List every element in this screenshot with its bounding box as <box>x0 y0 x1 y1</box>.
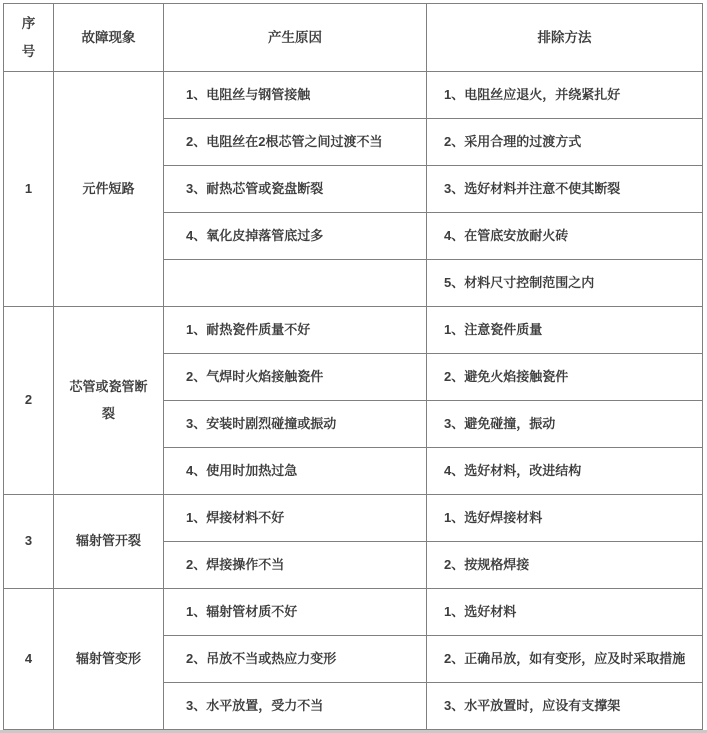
header-fault-phenomenon: 故障现象 <box>54 4 164 72</box>
cell-remedy: 3、选好材料并注意不使其断裂 <box>427 166 703 213</box>
cell-fault-phenomenon: 辐射管开裂 <box>54 495 164 589</box>
cell-cause: 1、电阻丝与钢管接触 <box>164 72 427 119</box>
cell-cause: 2、电阻丝在2根芯管之间过渡不当 <box>164 119 427 166</box>
cell-remedy: 2、按规格焊接 <box>427 542 703 589</box>
cell-cause: 3、安装时剧烈碰撞或振动 <box>164 401 427 448</box>
cell-remedy: 1、电阻丝应退火，并绕紧扎好 <box>427 72 703 119</box>
cell-cause: 4、氧化皮掉落管底过多 <box>164 213 427 260</box>
cell-fault-phenomenon: 元件短路 <box>54 72 164 307</box>
cell-cause: 2、焊接操作不当 <box>164 542 427 589</box>
cell-remedy: 1、选好材料 <box>427 589 703 636</box>
cell-remedy: 3、水平放置时，应设有支撑架 <box>427 683 703 730</box>
header-row <box>4 4 703 72</box>
cell-remedy: 4、在管底安放耐火砖 <box>427 213 703 260</box>
cell-cause: 4、使用时加热过急 <box>164 448 427 495</box>
cell-cause: 3、耐热芯管或瓷盘断裂 <box>164 166 427 213</box>
cell-remedy: 1、注意瓷件质量 <box>427 307 703 354</box>
header-serial-number: 序号 <box>4 4 54 72</box>
fault-table <box>3 3 703 730</box>
cell-remedy: 1、选好焊接材料 <box>427 495 703 542</box>
cell-remedy: 2、正确吊放，如有变形，应及时采取措施 <box>427 636 703 683</box>
cell-remedy: 2、采用合理的过渡方式 <box>427 119 703 166</box>
table-body <box>4 72 703 730</box>
header-cause: 产生原因 <box>164 4 427 72</box>
cell-remedy: 2、避免火焰接触瓷件 <box>427 354 703 401</box>
table-header <box>4 4 703 72</box>
cell-remedy: 5、材料尺寸控制范围之内 <box>427 260 703 307</box>
cell-serial-number: 2 <box>4 307 54 495</box>
cell-cause: 1、辐射管材质不好 <box>164 589 427 636</box>
header-remedy: 排除方法 <box>427 4 703 72</box>
cell-fault-phenomenon: 辐射管变形 <box>54 589 164 730</box>
cell-cause: 2、气焊时火焰接触瓷件 <box>164 354 427 401</box>
cell-serial-number: 1 <box>4 72 54 307</box>
cell-cause <box>164 260 427 307</box>
table-row <box>4 495 703 542</box>
cell-serial-number: 4 <box>4 589 54 730</box>
cell-fault-phenomenon: 芯管或瓷管断裂 <box>54 307 164 495</box>
table-row <box>4 589 703 636</box>
cell-remedy: 4、选好材料，改进结构 <box>427 448 703 495</box>
table-row <box>4 72 703 119</box>
cell-cause: 3、水平放置，受力不当 <box>164 683 427 730</box>
cell-cause: 1、耐热瓷件质量不好 <box>164 307 427 354</box>
cell-cause: 2、吊放不当或热应力变形 <box>164 636 427 683</box>
cell-cause: 1、焊接材料不好 <box>164 495 427 542</box>
cell-serial-number: 3 <box>4 495 54 589</box>
cell-remedy: 3、避免碰撞，振动 <box>427 401 703 448</box>
table-row <box>4 307 703 354</box>
